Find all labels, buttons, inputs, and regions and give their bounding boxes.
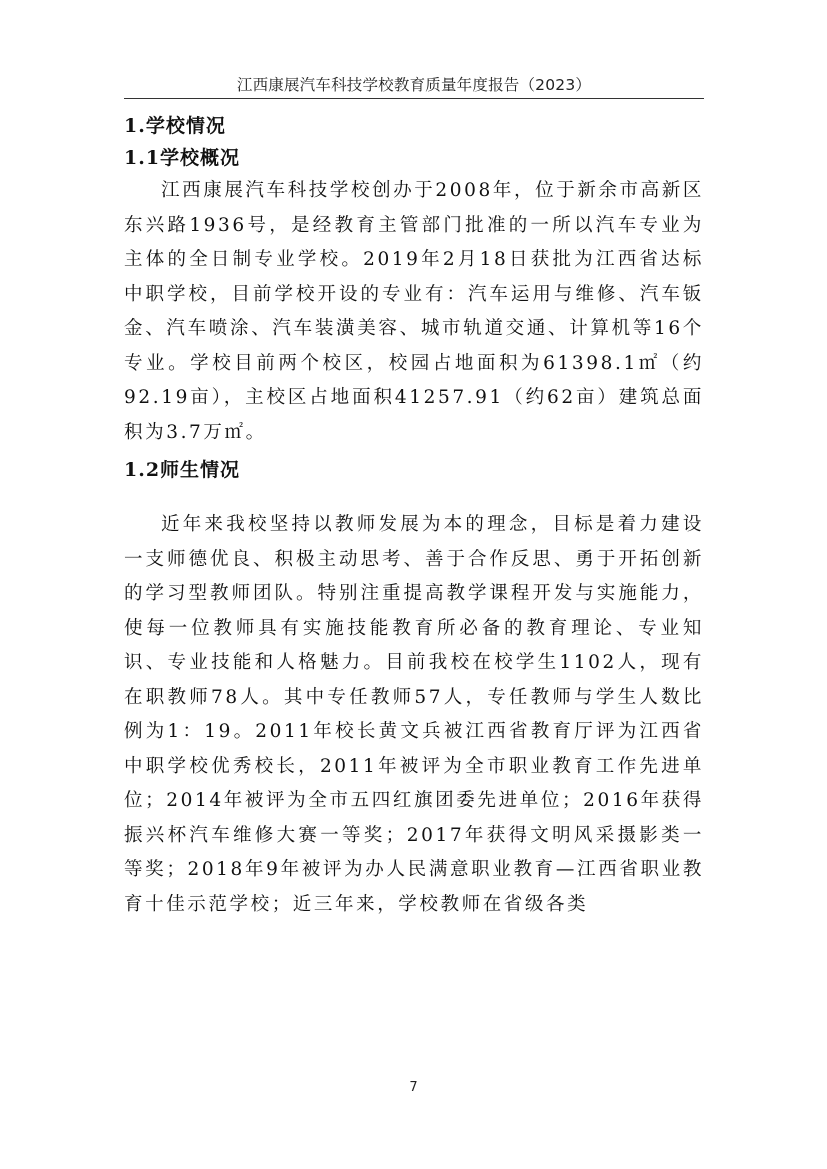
school-overview-paragraph: 江西康展汽车科技学校创办于2008年，位于新余市高新区东兴路1936号，是经教育主管部门批准的一所以汽车专业为主体的全日制专业学校。2019年2月18日获批为江西省达标中职学校，目前学校开设的专业有：汽车运用与维修、汽车钣金、汽车喷涂、汽车装潢美容、城市轨道交通、计算机等16个专业。学校目前两个校区，校园占地面积为61398.1㎡（约92.19亩），主校区占地面积41257.91（约62亩）建筑总面积为3.7万㎡。 [124, 180, 704, 443]
page-content [124, 110, 704, 922]
subsection-heading-staff: 1.2师生情况 [124, 459, 241, 481]
header-rule [124, 98, 704, 99]
page-number: 7 [409, 1080, 418, 1095]
staff-students-paragraph: 近年来我校坚持以教师发展为本的理念，目标是着力建设一支师德优良、积极主动思考、善于合作反思、勇于开拓创新的学习型教师团队。特别注重提高教学课程开发与实施能力，使每一位教师具有实施技能教育所必备的教育理论、专业知识、专业技能和人格魅力。目前我校在校学生1102人，现有在职教师78人。其中专任教师57人，专任教师与学生人数比例为1：19。2011年校长黄文兵被江西省教育厅评为江西省中职学校优秀校长，2011年被评为全市职业教育工作先进单位；2014年被评为全市五四红旗团委先进单位；2016年获得振兴杯汽车维修大赛一等奖；2017年获得文明风采摄影类一等奖；2018年9年被评为办人民满意职业教育—江西省职业教育十佳示范学校；近三年来，学校教师在省级各类 [124, 514, 704, 915]
running-header: 江西康展汽车科技学校教育质量年度报告（2023） [236, 76, 592, 94]
section-heading: 1.学校情况 [124, 115, 226, 137]
subsection-heading-overview: 1.1学校概况 [124, 147, 241, 169]
